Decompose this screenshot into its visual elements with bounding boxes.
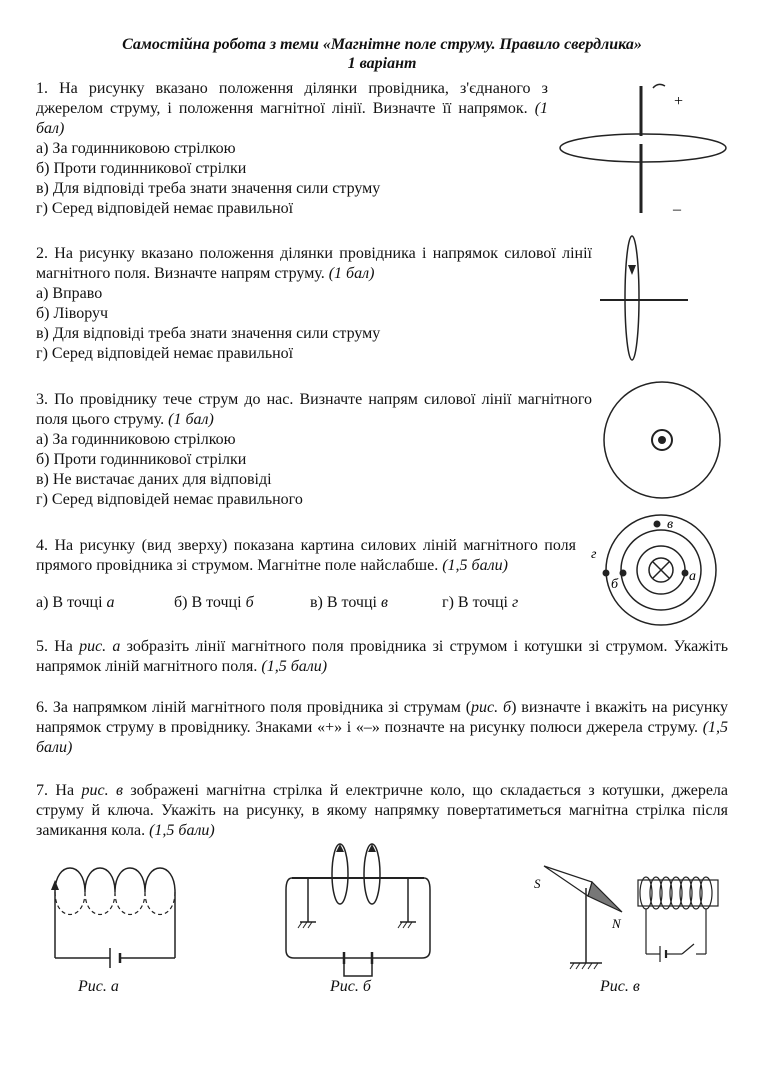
question-7: 7. На рис. в зображені магнітна стрілка й електричне коло, що складається з котушки, джерела струму й ключа. Укажіть на рисунку, в якому напрямку повертатиметься магнітна стрілка після замикання кола. (1,5 бали) bbox=[36, 782, 729, 839]
answer-4b: б) В точці б bbox=[174, 594, 254, 611]
question-1-text: 1. На рисунку вказано положення ділянки провідника, з'єднаного з джерелом струму, і положення магнітної лінії. Визначте її напрямок. bbox=[36, 80, 548, 117]
figure-q3-current-toward bbox=[600, 378, 725, 503]
question-3-text: 3. По провіднику тече струм до нас. Визначте напрям силової лінії магнітного поля цього струму. bbox=[36, 391, 592, 428]
figure-v-needle-coil-circuit bbox=[530, 858, 730, 973]
question-2 bbox=[36, 244, 592, 364]
answer-1d: г) Серед відповідей немає правильної bbox=[36, 200, 294, 217]
answer-3a: а) За годинниковою стрілкою bbox=[36, 431, 236, 448]
question-4 bbox=[36, 536, 576, 576]
worksheet-title: Самостійна робота з теми «Магнітне поле струму. Правило свердлика» bbox=[122, 36, 642, 53]
question-7-points: (1,5 бали) bbox=[149, 822, 215, 839]
question-4-points: (1,5 бали) bbox=[442, 557, 508, 574]
answer-2c: в) Для відповіді треба знати значення сили струму bbox=[36, 325, 381, 342]
point-v-label: в bbox=[667, 517, 674, 532]
question-6-points: (1,5 бали) bbox=[36, 719, 729, 756]
question-1 bbox=[36, 79, 548, 219]
figure-b-conductor-field bbox=[278, 840, 438, 980]
question-4-text: 4. На рисунку (вид зверху) показана картина силових ліній магнітного поля прямого провідника зі струмом. Магнітне поле найслабше. bbox=[36, 537, 576, 574]
question-4-answers bbox=[36, 594, 576, 612]
answer-2d: г) Серед відповідей немає правильної bbox=[36, 345, 294, 362]
caption-figure-a: Рис. а bbox=[78, 978, 119, 995]
figure-ref-b: рис. б bbox=[471, 699, 512, 716]
answer-4d: г) В точці г bbox=[442, 594, 519, 611]
figure-ref-v: рис. в bbox=[81, 782, 123, 799]
variant-label: 1 варіант bbox=[347, 55, 417, 72]
answer-3c: в) Не вистачає даних для відповіді bbox=[36, 471, 272, 488]
answer-1a: а) За годинниковою стрілкою bbox=[36, 140, 236, 157]
answer-2a: а) Вправо bbox=[36, 285, 103, 302]
question-2-text: 2. На рисунку вказано положення ділянки провідника і напрямок силової лінії магнітного поля. Визначте напрям струму. bbox=[36, 245, 592, 282]
answer-1c: в) Для відповіді треба знати значення сили струму bbox=[36, 180, 381, 197]
needle-south-label: S bbox=[534, 876, 541, 891]
question-2-points: (1 бал) bbox=[328, 265, 375, 282]
point-b-label: б bbox=[611, 577, 619, 592]
point-a-label: а bbox=[689, 569, 696, 584]
figure-ref-a: рис. а bbox=[79, 638, 121, 655]
caption-figure-b: Рис. б bbox=[330, 978, 371, 995]
needle-north-label: N bbox=[612, 916, 621, 931]
answer-3d: г) Серед відповідей немає правильного bbox=[36, 491, 303, 508]
point-g-label: г bbox=[591, 547, 597, 562]
figure-q2-field-line bbox=[598, 230, 690, 370]
answer-4c: в) В точці в bbox=[310, 594, 388, 611]
plus-sign-label: + bbox=[673, 93, 684, 110]
answer-4a: а) В точці а bbox=[36, 594, 115, 611]
figure-q1-conductor-loop bbox=[555, 78, 735, 223]
question-5-points: (1,5 бали) bbox=[261, 658, 328, 675]
answer-2b: б) Ліворуч bbox=[36, 305, 109, 322]
answer-1b: б) Проти годинникової стрілки bbox=[36, 160, 247, 177]
figure-q4-field-lines-top-view bbox=[585, 510, 735, 628]
question-6: 6. За напрямком ліній магнітного поля провідника зі струмам (рис. б) визначте і вкажіть на рисунку напрямок струму в провіднику. Знаками «+» і «–» позначте на рисунку полюси джерела струму. (1,5 бали) bbox=[36, 699, 729, 756]
caption-figure-v: Рис. в bbox=[600, 978, 640, 995]
figure-a-coil-circuit bbox=[40, 850, 190, 975]
question-3-points: (1 бал) bbox=[168, 411, 214, 428]
minus-sign-label: – bbox=[673, 201, 681, 218]
question-3 bbox=[36, 390, 592, 510]
question-1-points: (1 бал) bbox=[36, 100, 549, 137]
question-5: 5. На рис. а зобразіть лінії магнітного поля провідника зі струмом і котушки зі струмом. Укажіть напрямок ліній магнітного поля. (1,5 бали) bbox=[36, 638, 728, 675]
answer-3b: б) Проти годинникової стрілки bbox=[36, 451, 247, 468]
